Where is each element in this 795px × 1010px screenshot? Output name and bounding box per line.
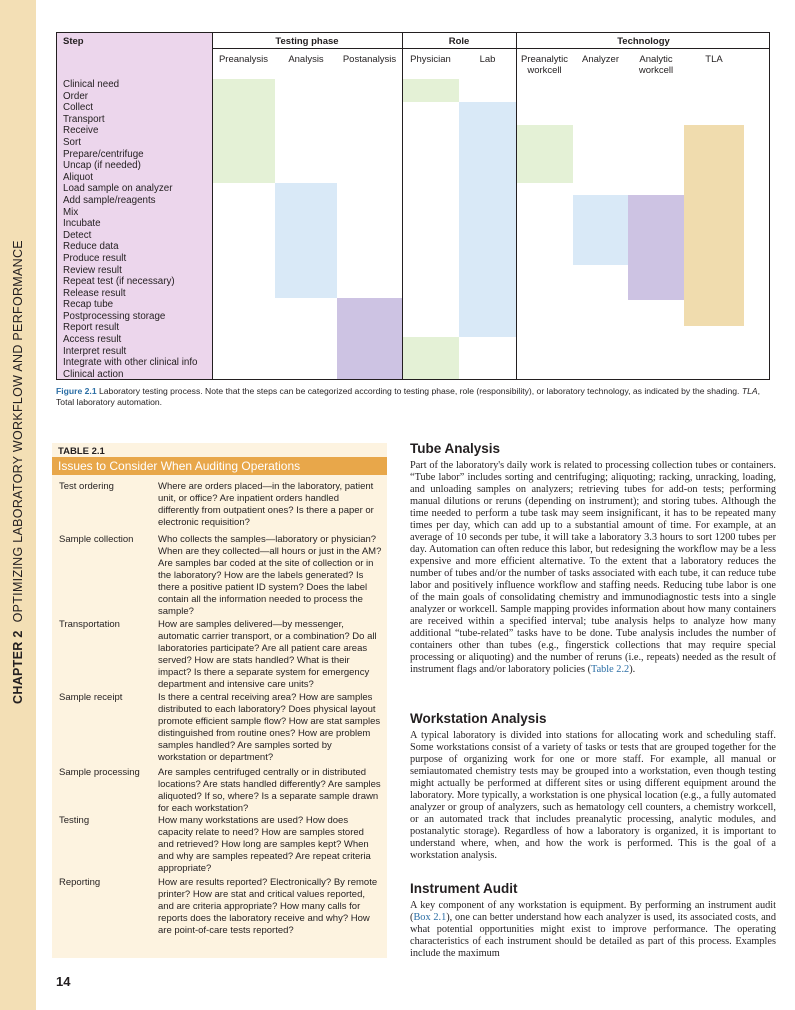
figure-caption — [56, 386, 774, 408]
band-tla — [684, 125, 744, 326]
heading-workstation-analysis: Workstation Analysis — [410, 711, 547, 726]
table-title: Issues to Consider When Auditing Operations — [52, 457, 387, 475]
workstation-analysis-text: A typical laboratory is divided into stations for allocating work and scheduling staff. Some workstations consist of a variety of tasks or tests that are grouped together for the purpose of organizing work for one or more staff. For example, all manual or semiautomated chemistry tests may be grouped into a workstation, even though testing might actually be performed at different sites or using different equipment around the laboratory. More typically, a workstation is one physical location (e.g., a fully automated analyzer or group of analyzers, such as hematology cell counters, a chemistry workcell, or an automated track that includes preanalytic processing, analytic modules, and postanalytic storage). Regardless of how a laboratory is organized, it is important to understand where, when, and how the work is performed. This is the goal of a workstation analysis. — [410, 730, 776, 861]
band-preanalysis — [212, 79, 275, 183]
caption-abbr: TLA — [741, 386, 758, 396]
figure-2-1-table — [56, 32, 770, 380]
tube-text-end: ). — [629, 664, 636, 675]
instrument-text-part: A key component of any workstation is equipment. By performing an instrument audit ( — [410, 900, 776, 923]
heading-tube-analysis: Tube Analysis — [410, 441, 501, 456]
band-physician-top — [402, 79, 459, 102]
step-item: Integrate with other clinical info — [63, 357, 198, 369]
band-lab — [459, 102, 516, 337]
row-value: Is there a central receiving area? How are samples distributed to each laboratory? Does physical layout promote efficient sample flow? How are stat samples distinguished from routine ones? How are problem samples handled? Are samples sorted by workstation or department? — [158, 692, 381, 763]
caption-tail: , Total laboratory automation. — [56, 386, 760, 407]
row-value: Where are orders placed—in the laboratory, patient unit, or office? Are inpatient orders handled differently from outpatient ones? Is there a paper or electronic requisition? — [158, 481, 374, 528]
step-item: Interpret result — [63, 345, 127, 357]
col-analyzer: Analyzer — [582, 54, 619, 65]
step-item: Prepare/centrifuge — [63, 148, 144, 160]
step-item: Review result — [63, 264, 122, 276]
row-key: Sample processing — [59, 767, 140, 778]
row-key: Test ordering — [59, 481, 114, 492]
step-item: Receive — [63, 125, 99, 137]
caption-text: Laboratory testing process. Note that the steps can be categorized according to testing phase, role (responsibility), or laboratory technology, as indicated by the shading. — [96, 386, 742, 396]
header-step: Step — [63, 36, 84, 47]
step-item: Report result — [63, 322, 120, 334]
row-key: Testing — [59, 815, 90, 826]
row-value: Are samples centrifuged centrally or in distributed locations? Are stats handled differently? Are samples aliquoted? If so, where? Is a separate sample drawn for each workstation? — [158, 767, 381, 814]
step-item: Collect — [63, 102, 93, 114]
step-item: Produce result — [63, 252, 127, 264]
row-value: How are results reported? Electronically? By remote printer? How are stat and critical values reported, and are criteria appropriate? How many calls for reports does the laboratory receive and why? How are point-of-care tests reported? — [158, 877, 378, 936]
step-item: Transport — [63, 113, 105, 125]
header-role: Role — [448, 36, 470, 47]
col-tla: TLA — [705, 54, 723, 65]
chapter-label — [11, 240, 25, 704]
step-item: Reduce data — [63, 241, 119, 253]
row-value: Who collects the samples—laboratory or physician? When are they collected—all hours or just in the AM? Are samples bar coded at the site of collection or in the laboratory? How are the labels generated? Is there a positive patient ID system? Does the label contain all the information needed to process the sample? — [158, 534, 382, 617]
header-divider — [212, 48, 770, 49]
row-value: How are samples delivered—by messenger, automatic carrier transport, or a combination? Do all laboratories participate? Are all patient care areas served? How are stats handled? What is their impact? Is there a separate system for emergency department and intensive care units? — [158, 619, 377, 690]
band-physician-bottom — [402, 337, 459, 380]
step-item: Clinical action — [63, 368, 124, 380]
band-preanalytic-workcell — [516, 125, 573, 183]
instrument-audit-text — [410, 900, 776, 960]
row-key: Sample receipt — [59, 692, 123, 703]
step-item: Clinical need — [63, 79, 120, 90]
row-key: Reporting — [59, 877, 101, 888]
step-item: Load sample on analyzer — [63, 183, 173, 195]
table-label: TABLE 2.1 — [58, 446, 105, 457]
step-item: Add sample/reagents — [63, 194, 156, 206]
row-value: How many workstations are used? How does capacity relate to need? How are samples stored and retrieved? How long are samples kept? When and why are samples repeated? Are repeat criteria appropriate? — [158, 815, 371, 874]
header-testing-phase: Testing phase — [275, 36, 339, 47]
col-analysis: Analysis — [288, 54, 324, 65]
table-2-1 — [52, 443, 387, 958]
band-postanalysis — [337, 298, 402, 380]
band-analyzer — [573, 195, 628, 265]
chapter-title: OPTIMIZING LABORATORY WORKFLOW AND PERFORMANCE — [11, 240, 25, 623]
divider-phase-role — [402, 33, 403, 379]
col-lab: Lab — [479, 54, 496, 65]
row-key: Sample collection — [59, 534, 134, 545]
tube-analysis-text — [410, 460, 776, 676]
col-preanalysis: Preanalysis — [218, 54, 269, 65]
band-analysis — [275, 183, 337, 298]
instrument-text-end: ), one can better understand how each analyzer is used, its associated costs, and what potential opportunities might exist to improve performance. The operating characteristics of each instrument should be detailed as part of this process. Examples include the maximum — [410, 912, 776, 959]
table-2-2-link[interactable]: Table 2.2 — [591, 664, 630, 675]
header-technology: Technology — [617, 36, 670, 47]
step-item: Postprocessing storage — [63, 310, 166, 322]
row-key: Transportation — [59, 619, 120, 630]
step-item: Mix — [63, 206, 79, 218]
step-item: Access result — [63, 334, 122, 346]
step-item: Recap tube — [63, 299, 114, 311]
col-physician: Physician — [410, 54, 451, 65]
step-item: Repeat test (if necessary) — [63, 276, 175, 288]
box-2-1-link[interactable]: Box 2.1 — [413, 912, 447, 923]
chapter-number: CHAPTER 2 — [11, 630, 25, 704]
divider-role-tech — [516, 33, 517, 379]
step-item: Aliquot — [63, 171, 93, 183]
figure-number: Figure 2.1 — [56, 386, 97, 396]
step-item: Sort — [63, 136, 81, 148]
page-number: 14 — [56, 974, 71, 989]
tube-text-part: Part of the laboratory's daily work is related to processing collection tubes or containers. “Tube labor” includes sorting and centrifuging; aliquoting; racking, unracking, loading, and unloading samples on analyzers; retrieving tubes for add-on tests; performing manual dilutions or reruns (depending on instrument); and storing tubes. Although the time needed to perform a tube task may seem insignificant, it has to be repeated many times per day, which can add up to a substantial amount of time. For example, at an average of 10 seconds per tube, it will take a laboratory 3.3 hours to sort 1200 tubes per day. Automation can often reduce this labor, but redesigning the workflow may be a less expensive and more efficient alternative. To the extent that a laboratory reduces the number of tubes and/or the number of tasks associated with each tube, it can reduce tube labor and positively influence workflow and staffing needs. Reducing tube labor is one of the main goals of consolidating chemistry and immunodiagnostic tests into a single analyzer or workcell. Sample mapping provides information about how many containers are received within a specified interval; tube analysis helps to analyze how many additional “tube-related” tasks have to be done. Tube analysis includes the number of containers other than tubes (e.g., fingerstick collections that may require special processing or aliquoting) and the number of reruns (i.e., repeats) needed as the result of instrument flags and/or laboratory policies ( — [410, 460, 776, 675]
band-analytic-workcell — [628, 195, 684, 300]
step-item: Detect — [63, 229, 92, 241]
step-item: Incubate — [63, 218, 101, 230]
col-postanalysis: Postanalysis — [342, 54, 397, 65]
step-item: Uncap (if needed) — [63, 160, 141, 172]
step-list — [63, 79, 198, 380]
chapter-sidebar — [0, 0, 36, 1010]
divider-step — [212, 33, 213, 379]
heading-instrument-audit: Instrument Audit — [410, 881, 518, 896]
col-preanalytic-workcell: Preanalytic workcell — [521, 54, 568, 76]
step-item: Release result — [63, 287, 126, 299]
col-analytic-workcell: Analytic workcell — [638, 54, 674, 76]
step-item: Order — [63, 90, 89, 102]
